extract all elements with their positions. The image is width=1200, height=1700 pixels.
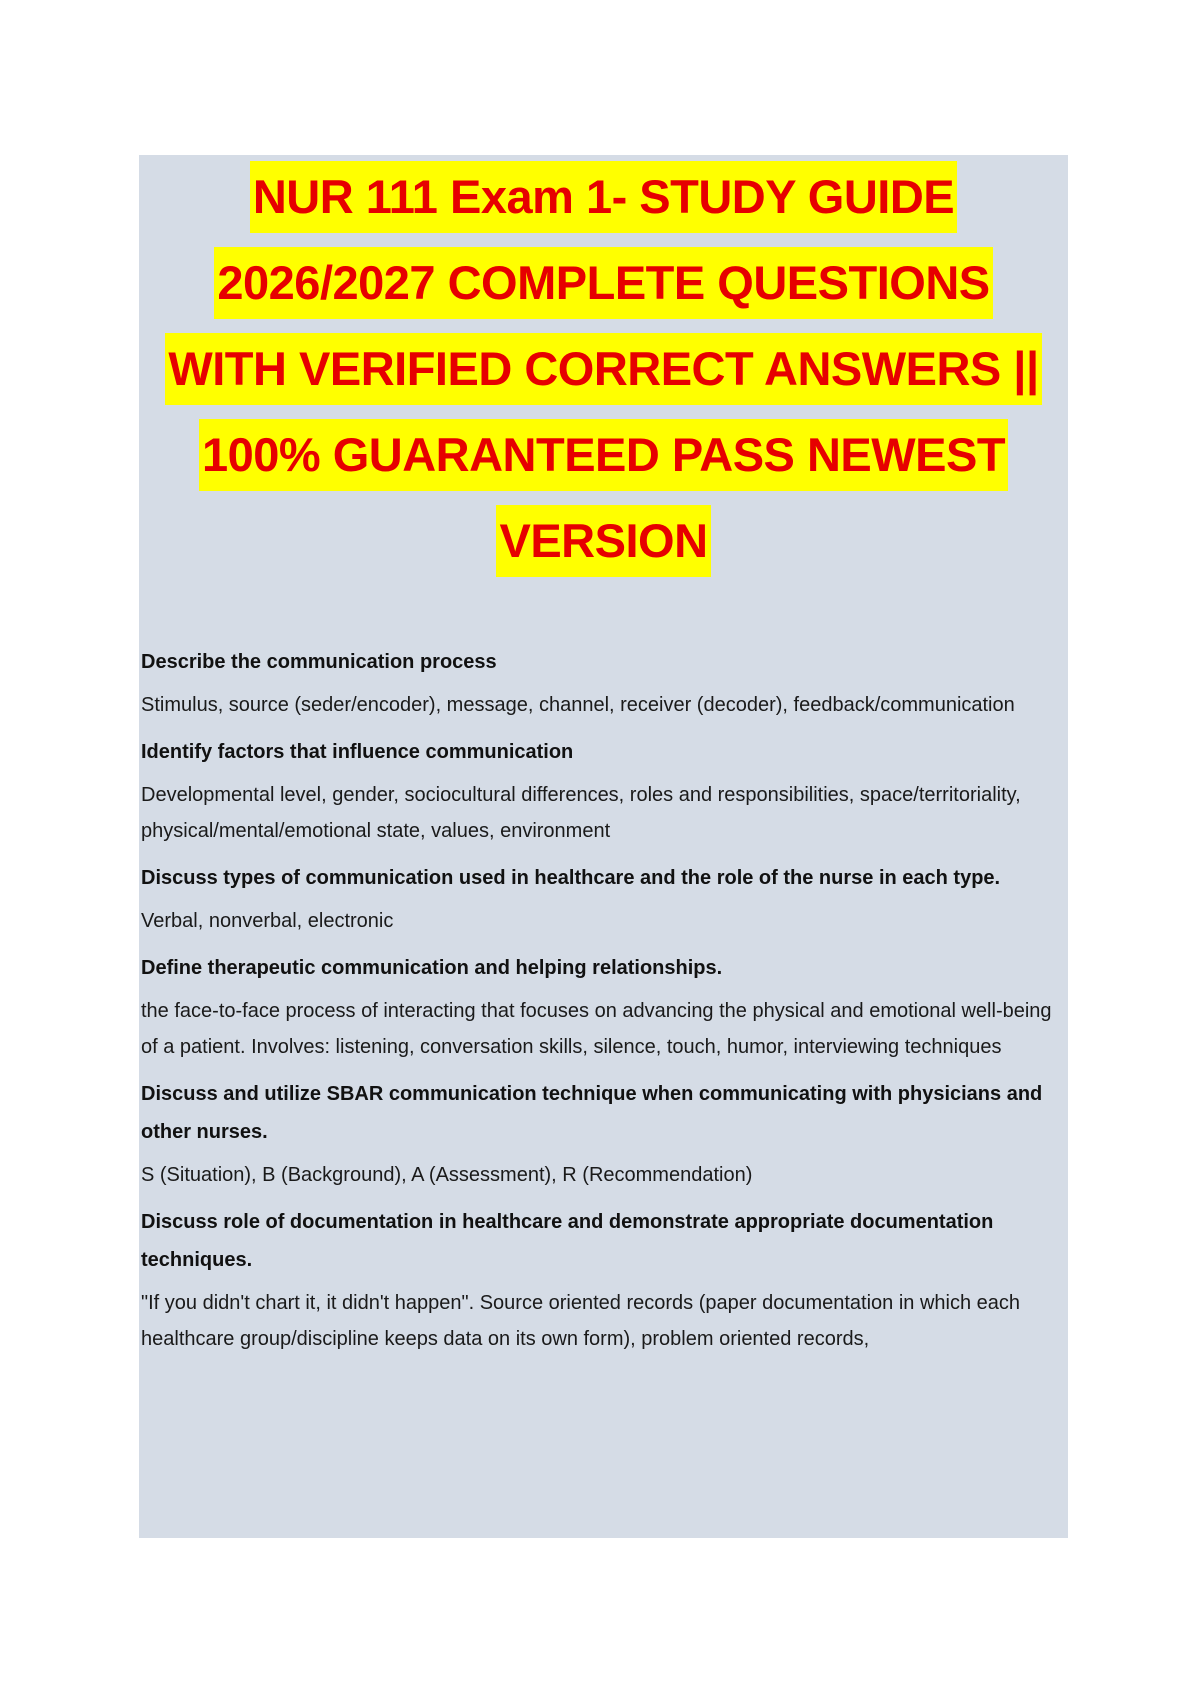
question-text: Define therapeutic communication and helping relationships. xyxy=(141,957,723,979)
qa-item xyxy=(141,1203,1061,1357)
qa-list xyxy=(141,643,1061,1367)
question-text: Discuss and utilize SBAR communication technique when communicating with physicians and other nurses. xyxy=(141,1083,1043,1143)
title-line: VERSION xyxy=(139,505,1068,591)
document-page xyxy=(139,155,1068,1538)
answer-text: Developmental level, gender, sociocultural differences, roles and responsibilities, space/territoriality, physical/mental/emotional state, values, environment xyxy=(141,784,1021,842)
question-text: Discuss role of documentation in healthcare and demonstrate appropriate documentation techniques. xyxy=(141,1211,994,1271)
title-line: 2026/2027 COMPLETE QUESTIONS xyxy=(139,247,1068,333)
title-line: 100% GUARANTEED PASS NEWEST xyxy=(139,419,1068,505)
answer-text: Verbal, nonverbal, electronic xyxy=(141,910,394,932)
answer-text: the face-to-face process of interacting that focuses on advancing the physical and emotional well-being of a patient. Involves: listening, conversation skills, silence, touch, humor, interviewing techniques xyxy=(141,1000,1052,1058)
qa-item xyxy=(141,949,1061,1065)
answer-text: "If you didn't chart it, it didn't happen". Source oriented records (paper documentation in which each healthcare group/discipline keeps data on its own form), problem oriented records, xyxy=(141,1292,1021,1350)
question-text: Identify factors that influence communication xyxy=(141,741,574,763)
qa-item xyxy=(141,643,1061,723)
answer-text: S (Situation), B (Background), A (Assessment), R (Recommendation) xyxy=(141,1164,753,1186)
question-text: Discuss types of communication used in healthcare and the role of the nurse in each type. xyxy=(141,867,1001,889)
title-line: WITH VERIFIED CORRECT ANSWERS || xyxy=(139,333,1068,419)
question-text: Describe the communication process xyxy=(141,651,497,673)
answer-text: Stimulus, source (seder/encoder), message, channel, receiver (decoder), feedback/communication xyxy=(141,694,1015,716)
document-title xyxy=(139,155,1068,591)
qa-item xyxy=(141,859,1061,939)
qa-item xyxy=(141,1075,1061,1193)
qa-item xyxy=(141,733,1061,849)
title-line: NUR 111 Exam 1- STUDY GUIDE xyxy=(139,161,1068,247)
